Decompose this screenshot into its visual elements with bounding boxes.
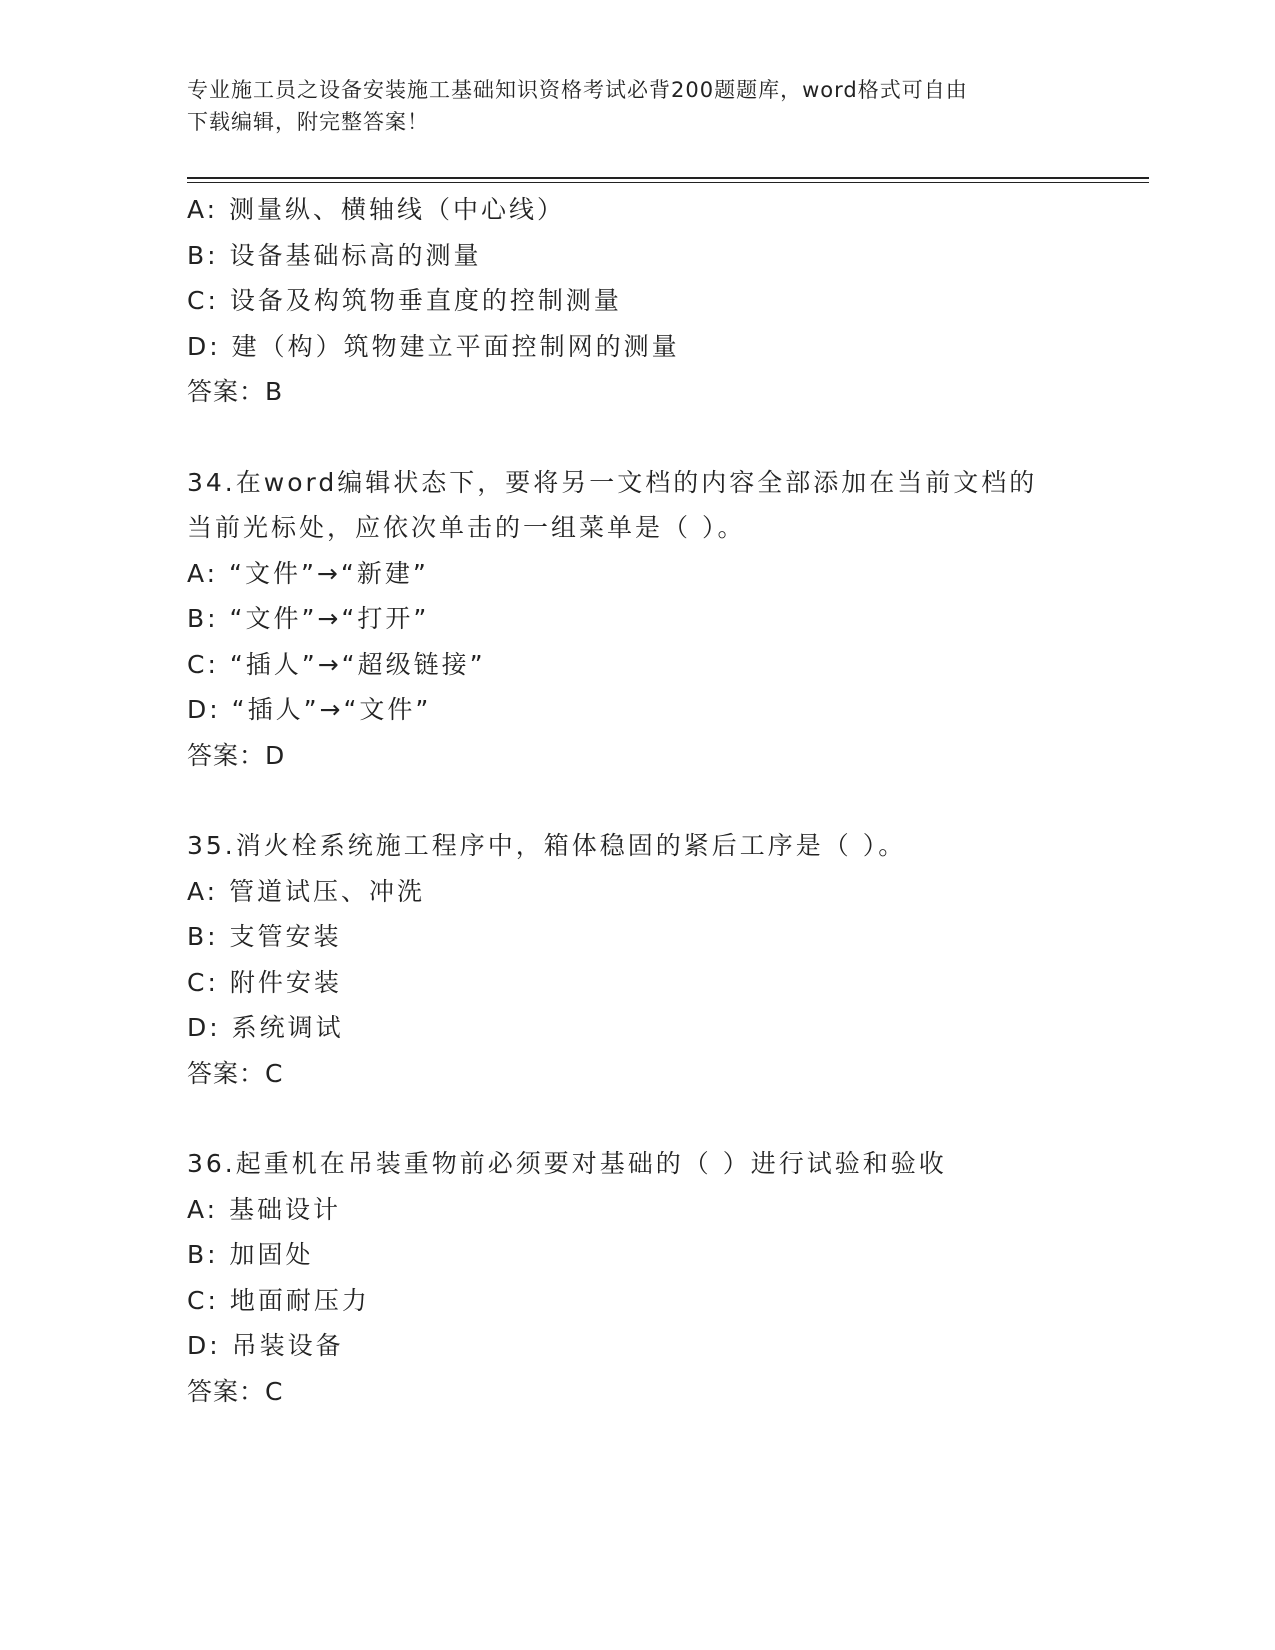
option-c: C: “插人”→“超级链接” (187, 649, 486, 679)
header-rule-thick (187, 177, 1149, 179)
question-text: 34.在word编辑状态下，要将另一文档的内容全部添加在当前文档的 (187, 467, 1038, 497)
option-c: C: 附件安装 (187, 967, 342, 997)
option-d: D: 系统调试 (187, 1013, 344, 1042)
question-35-block (187, 823, 1087, 1096)
option-d: D: 建（构）筑物建立平面控制网的测量 (187, 331, 680, 361)
question-33-block (187, 187, 1087, 415)
header-line-2: 下载编辑，附完整答案！ (187, 110, 429, 134)
question-36-block (187, 1141, 1087, 1414)
document-header (187, 74, 1067, 138)
option-a: A: 基础设计 (187, 1194, 342, 1224)
header-rule-thin (187, 182, 1149, 183)
question-text: 36.起重机在吊装重物前必须要对基础的（ ）进行试验和验收 (187, 1149, 947, 1178)
answer-line: 答案：C (187, 1376, 284, 1406)
question-spacer (187, 778, 1087, 823)
option-a: A: “文件”→“新建” (187, 558, 429, 588)
option-c: C: 设备及构筑物垂直度的控制测量 (187, 286, 622, 315)
option-b: B: 设备基础标高的测量 (187, 240, 482, 270)
question-text-continued: 当前光标处，应依次单击的一组菜单是（ ）。 (187, 513, 746, 542)
option-d: D: 吊装设备 (187, 1331, 344, 1360)
option-c: C: 地面耐压力 (187, 1285, 370, 1315)
question-text: 35.消火栓系统施工程序中，箱体稳固的紧后工序是（ ）。 (187, 831, 907, 860)
answer-line: 答案：B (187, 377, 284, 406)
question-34-block (187, 460, 1087, 779)
question-list (187, 187, 1087, 1414)
question-spacer (187, 415, 1087, 460)
option-a: A: 测量纵、横轴线（中心线） (187, 195, 566, 224)
header-line-1: 专业施工员之设备安装施工基础知识资格考试必背200题题库，word格式可自由 (187, 78, 968, 102)
question-spacer (187, 1096, 1087, 1141)
option-a: A: 管道试压、冲洗 (187, 876, 426, 906)
option-b: B: “文件”→“打开” (187, 604, 430, 633)
option-b: B: 加固处 (187, 1240, 314, 1269)
answer-line: 答案：D (187, 740, 286, 770)
option-b: B: 支管安装 (187, 922, 342, 951)
option-d: D: “插人”→“文件” (187, 695, 432, 724)
answer-line: 答案：C (187, 1058, 284, 1088)
